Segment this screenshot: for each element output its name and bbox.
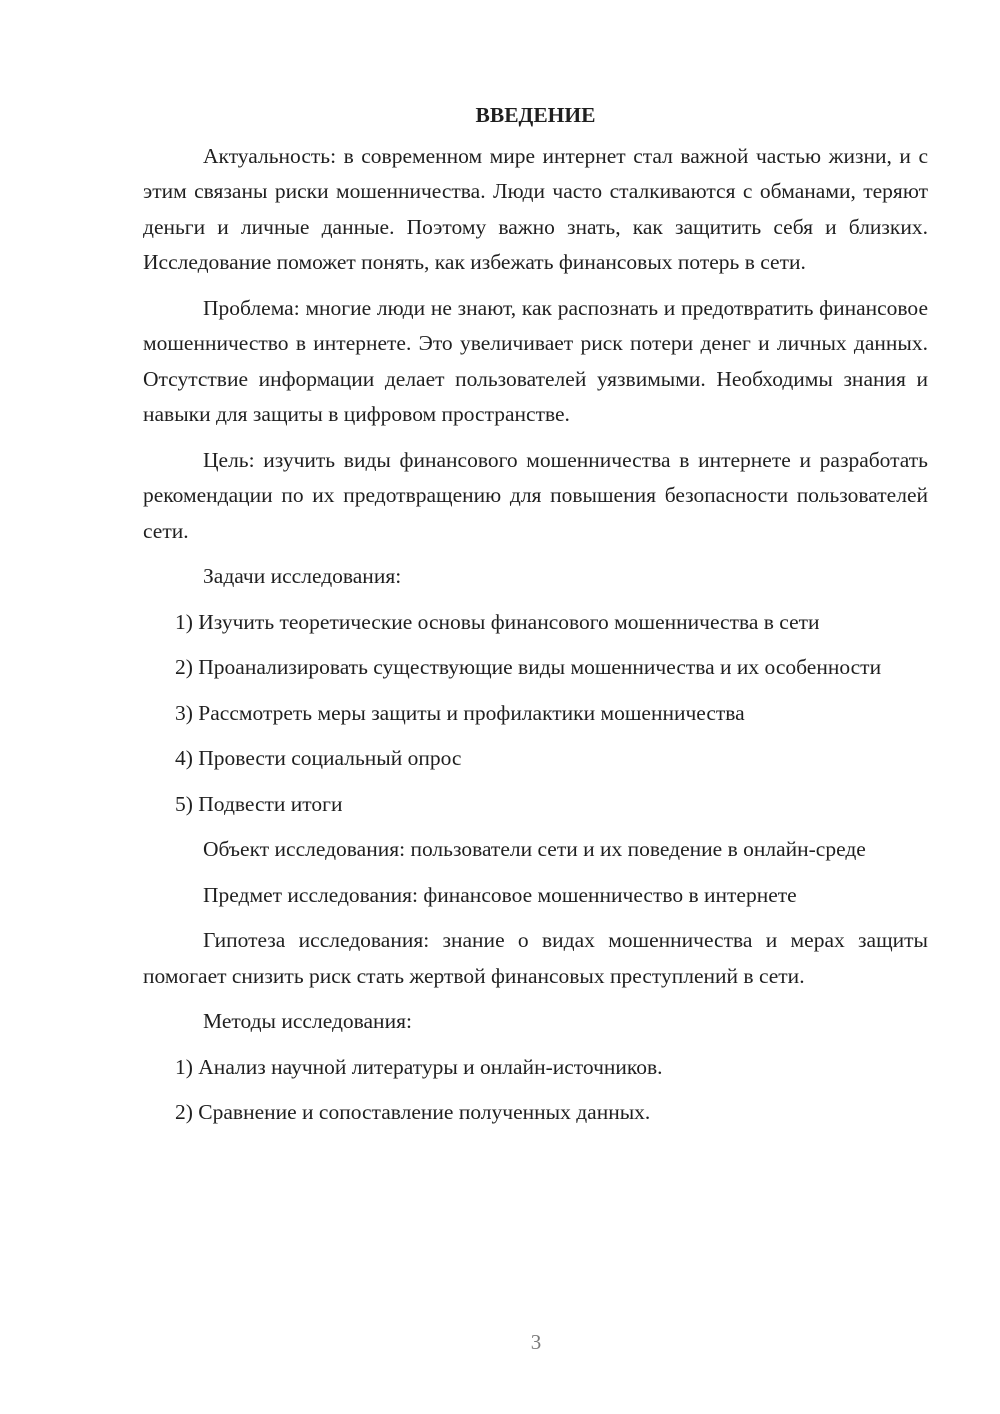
task-item-4: 4) Провести социальный опрос [175, 746, 462, 770]
method-item-1: 1) Анализ научной литературы и онлайн-источников. [175, 1054, 663, 1079]
object-paragraph: Объект исследования: пользователи сети и их поведение в онлайн-среде [203, 837, 866, 861]
page-content [143, 98, 928, 1141]
section-title: ВВЕДЕНИЕ [475, 103, 596, 127]
subject-paragraph: Предмет исследования: финансовое мошенничество в интернете [203, 882, 797, 907]
goal-paragraph: Цель: изучить виды финансового мошенничества в интернете и разработать рекомендации по их предотвращению для повышения безопасности пользователей сети. [143, 447, 928, 543]
task-item-2: 2) Проанализировать существующие виды мошенничества и их особенности [175, 655, 882, 679]
method-item-2: 2) Сравнение и сопоставление полученных данных. [175, 1100, 651, 1124]
task-item-5: 5) Подвести итоги [175, 791, 343, 816]
page-number: 3 [530, 1330, 542, 1354]
methods-heading: Методы исследования: [203, 1009, 412, 1033]
relevance-paragraph: Актуальность: в современном мире интернет стал важной частью жизни, и с этим связаны риски мошенничества. Люди часто сталкиваются с обманами, теряют деньги и личные данные. Поэтому важно знать, как защитить себя и близких. Исследование поможет понять, как избежать финансовых потерь в сети. [143, 143, 928, 274]
task-item-1: 1) Изучить теоретические основы финансового мошенничества в сети [175, 609, 820, 634]
task-item-3: 3) Рассмотреть меры защиты и профилактики мошенничества [175, 700, 745, 725]
hypothesis-paragraph: Гипотеза исследования: знание о видах мошенничества и мерах защиты помогает снизить риск стать жертвой финансовых преступлений в сети. [143, 928, 928, 988]
problem-paragraph: Проблема: многие люди не знают, как распознать и предотвратить финансовое мошенничество в интернете. Это увеличивает риск потери денег и личных данных. Отсутствие информации делает пользователей уязвимыми. Необходимы знания и навыки для защиты в цифровом пространстве. [143, 295, 928, 426]
tasks-heading: Задачи исследования: [203, 564, 402, 588]
